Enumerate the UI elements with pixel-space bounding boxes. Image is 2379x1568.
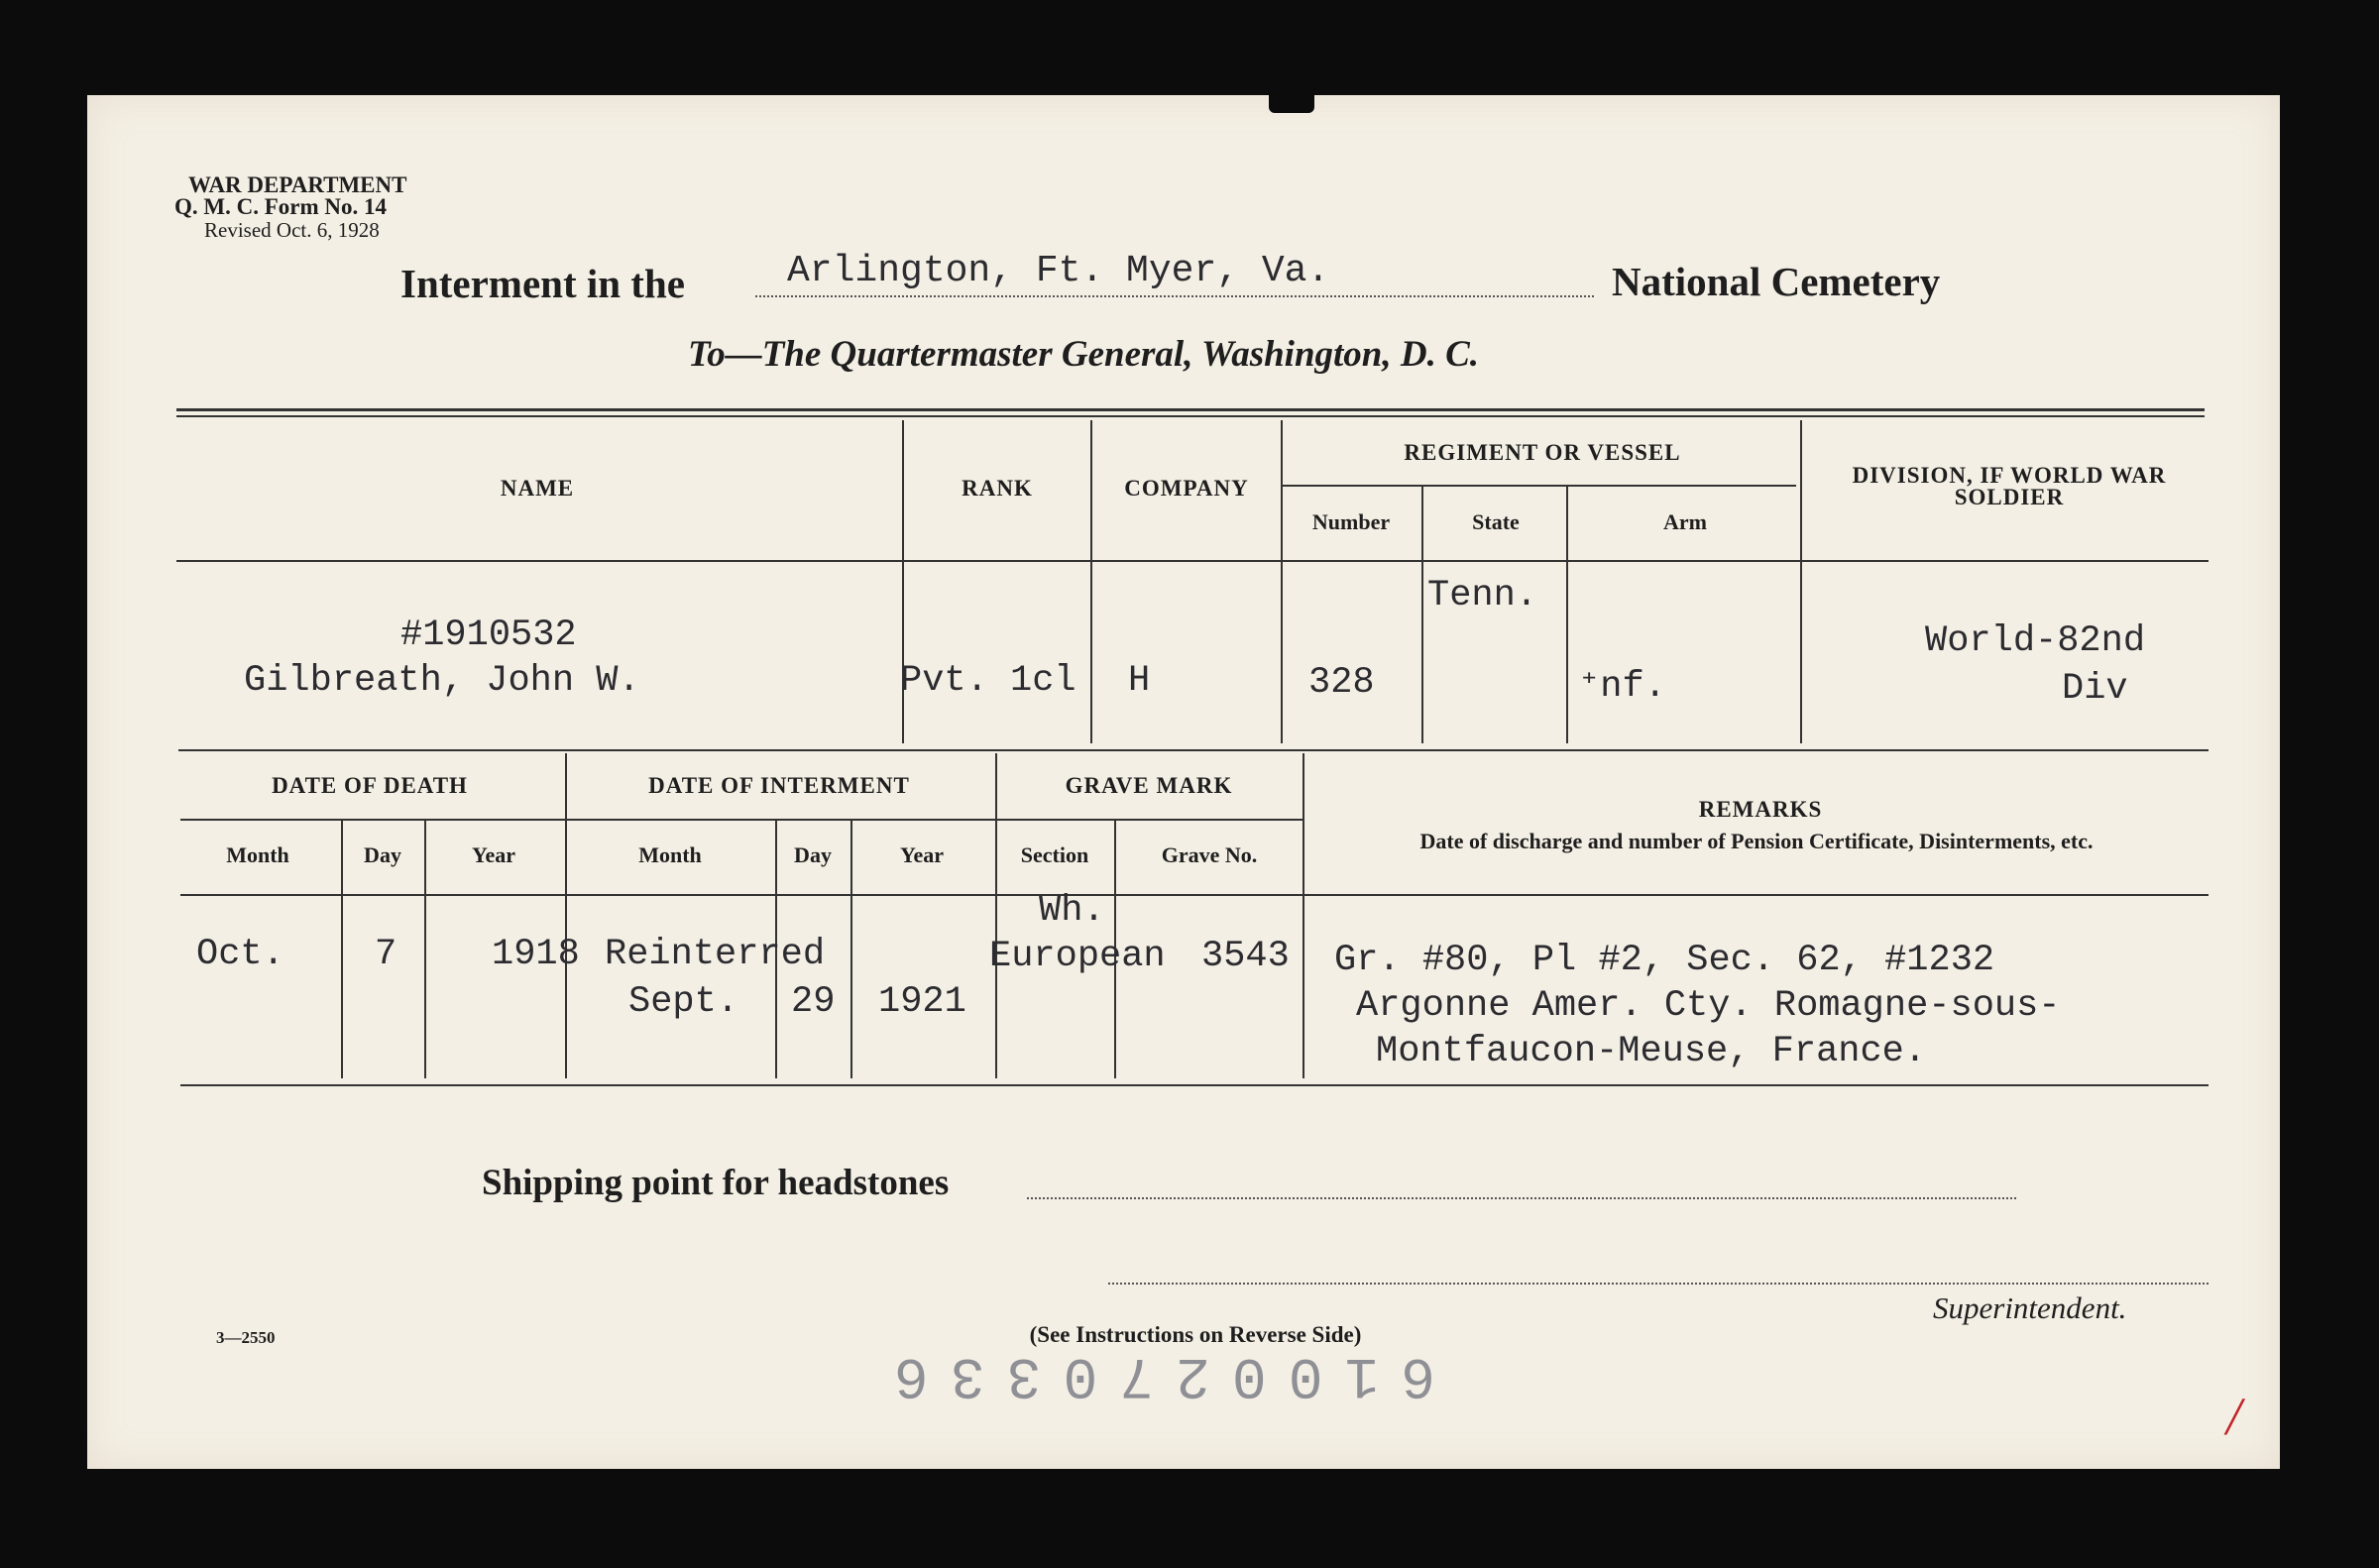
rank-value: Pvt. 1cl [900,660,1076,702]
col-remarks-left [1303,753,1304,1078]
division-value-line1: World-82nd [1925,620,2146,662]
table-top-line [176,408,2205,411]
header-interment-year: Year [900,842,944,867]
col-state-left [1421,485,1423,743]
col-interment-left [565,753,567,1078]
national-cemetery-label: National Cemetery [1612,259,1941,304]
division-value-line2: Div [2062,668,2128,710]
war-department: WAR DEPARTMENT [188,172,407,197]
remarks-line2: Argonne Amer. Cty. Romagne-sous- [1356,985,2061,1027]
shipping-point-label: Shipping point for headstones [482,1163,950,1203]
header-state: State [1472,509,1520,534]
header-rank: RANK [962,476,1033,501]
superintendent-line [1108,1283,2209,1285]
col-regiment-left [1281,420,1283,743]
header-grave-mark: GRAVE MARK [1065,773,1233,798]
company-value: H [1128,660,1151,702]
revised-date: Revised Oct. 6, 1928 [204,218,380,242]
regiment-number-value: 328 [1308,662,1375,704]
upper-header-line [176,560,2209,562]
upper-bottom-line [178,749,2209,751]
death-month-value: Oct. [196,934,284,975]
col-death-year-left [424,821,426,1078]
header-death-day: Day [364,842,401,867]
superintendent-label: Superintendent. [1933,1290,2127,1325]
form-number: Q. M. C. Form No. 14 [174,194,387,219]
print-code: 3—2550 [216,1328,276,1347]
addressee: To—The Quartermaster General, Washington, D. C. [688,334,1480,375]
soldier-name: Gilbreath, John W. [244,660,640,702]
header-remarks-sub: Date of discharge and number of Pension Certificate, Disinterments, etc. [1419,829,2094,853]
header-grave-no: Grave No. [1161,842,1258,867]
service-number: #1910532 [400,615,577,656]
header-interment-month: Month [638,842,702,867]
col-death-day-left [341,821,343,1078]
remarks-line3: Montfaucon-Meuse, France. [1376,1031,1927,1072]
header-death-month: Month [226,842,289,867]
cemetery-underline [755,295,1594,297]
stamp-number: 6100270336 [872,1342,1436,1406]
col-arm-left [1566,485,1568,743]
death-day-value: 7 [375,934,397,975]
header-date-of-interment: DATE OF INTERMENT [648,773,910,798]
grave-no-value: 3543 [1201,936,1290,977]
death-year-value: 1918 [492,934,580,975]
header-death-year: Year [472,842,515,867]
header-division-line2: SOLDIER [1954,485,2065,509]
col-interment-year-left [850,821,852,1078]
header-date-of-death: DATE OF DEATH [272,773,468,798]
arm-value: ⁺nf. [1578,666,1666,708]
regiment-sub-line [1283,485,1796,487]
interment-day-value: 29 [791,981,836,1023]
header-number: Number [1311,509,1391,534]
card-notch [1269,95,1314,113]
header-arm: Arm [1663,509,1707,534]
shipping-point-line [1027,1197,2016,1199]
header-division-line1: DIVISION, IF WORLD WAR [1852,463,2167,488]
remarks-line1: Gr. #80, Pl #2, Sec. 62, #1232 [1334,940,1995,981]
cemetery-name: Arlington, Ft. Myer, Va. [787,250,1330,292]
header-section: Section [1020,842,1089,867]
header-remarks: REMARKS [1698,797,1823,822]
col-division-left [1800,420,1802,743]
section-value-line2: European [989,936,1166,977]
col-grave-left [995,753,997,1078]
col-company-left [1090,420,1092,743]
header-regiment: REGIMENT OR VESSEL [1404,440,1681,465]
section-value-line1: Wh. [1039,890,1105,932]
check-mark-icon: / [2226,1387,2242,1446]
lower-header-line [180,894,2209,896]
interment-month-value: Sept. [628,981,739,1023]
interment-year-value: 1921 [878,981,966,1023]
instructions-note: (See Instructions on Reverse Side) [1029,1322,1362,1347]
header-interment-day: Day [794,842,832,867]
lower-bottom-line [180,1084,2209,1086]
lower-group-line [180,819,1303,821]
interment-label: Interment in the [400,261,685,306]
state-value: Tenn. [1427,575,1538,616]
header-company: COMPANY [1124,476,1249,501]
header-name: NAME [500,476,575,501]
table-top-line-2 [176,415,2205,417]
reinterred-note: Reinterred [605,934,826,975]
